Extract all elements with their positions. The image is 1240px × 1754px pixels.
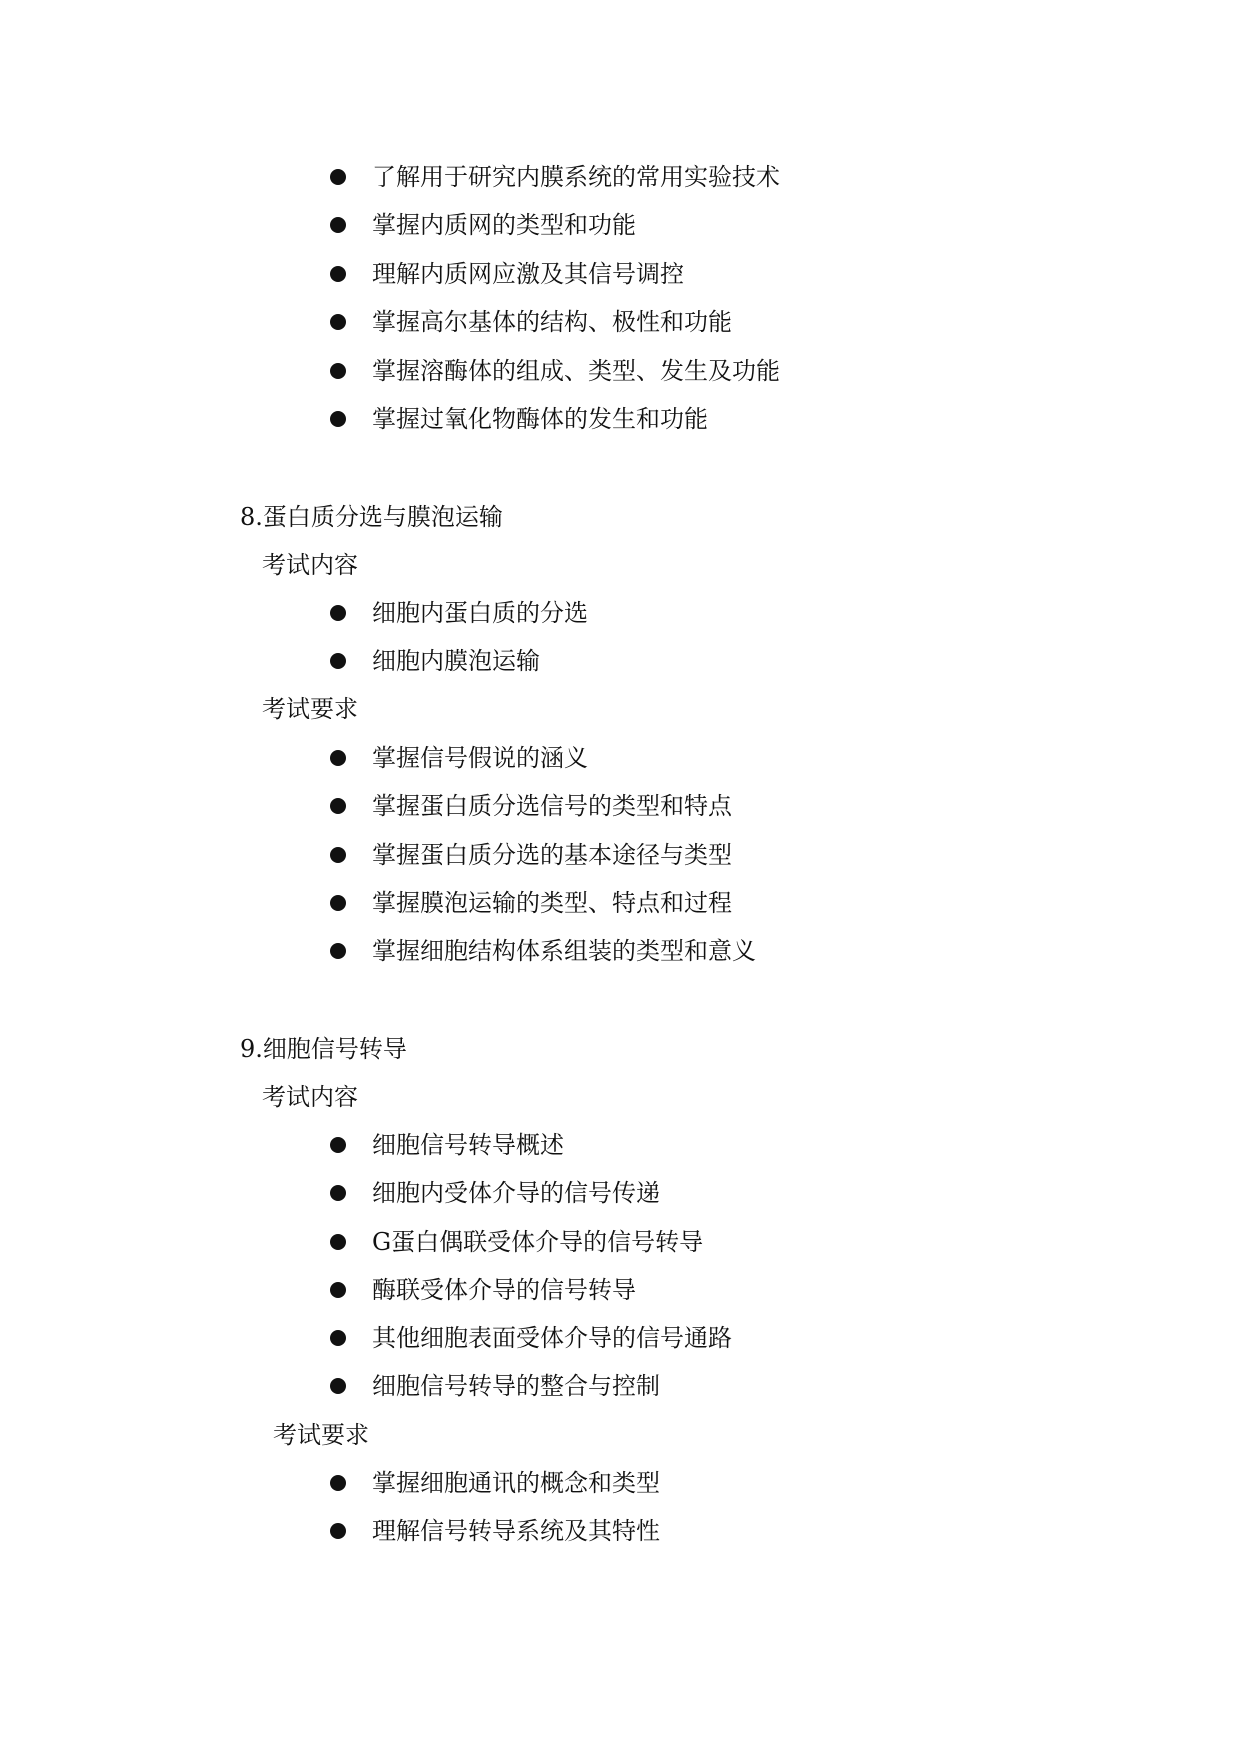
list-item-text: 掌握溶酶体的组成、类型、发生及功能	[372, 357, 780, 385]
bullet-icon	[330, 847, 346, 863]
bullet-icon	[330, 653, 346, 669]
subsection-label: 考试内容	[262, 551, 358, 579]
list-item-text: 掌握细胞结构体系组装的类型和意义	[372, 937, 756, 965]
bullet-icon	[330, 1185, 346, 1201]
subsection-label: 考试内容	[262, 1083, 358, 1111]
bullet-icon	[330, 411, 346, 427]
section-title: 9.细胞信号转导	[240, 1035, 407, 1063]
list-item-text: 其他细胞表面受体介导的信号通路	[372, 1324, 732, 1352]
list-item-text: 细胞内蛋白质的分选	[372, 599, 588, 627]
bullet-icon	[330, 1378, 346, 1394]
list-item-text: 掌握内质网的类型和功能	[372, 211, 636, 239]
list-item-text: 了解用于研究内膜系统的常用实验技术	[372, 163, 780, 191]
list-item-text: 掌握蛋白质分选的基本途径与类型	[372, 841, 732, 869]
bullet-icon	[330, 895, 346, 911]
bullet-icon	[330, 169, 346, 185]
list-item-text: 理解信号转导系统及其特性	[372, 1517, 660, 1545]
bullet-icon	[330, 314, 346, 330]
list-item-text: 掌握高尔基体的结构、极性和功能	[372, 308, 732, 336]
list-item-text: 细胞信号转导的整合与控制	[372, 1372, 660, 1400]
list-item-text: 细胞信号转导概述	[372, 1131, 564, 1159]
section-title: 8.蛋白质分选与膜泡运输	[240, 503, 503, 531]
list-item-text: 细胞内膜泡运输	[372, 647, 540, 675]
bullet-icon	[330, 217, 346, 233]
list-item-text: G蛋白偶联受体介导的信号转导	[372, 1228, 704, 1256]
bullet-icon	[330, 1475, 346, 1491]
bullet-icon	[330, 363, 346, 379]
bullet-icon	[330, 1282, 346, 1298]
bullet-icon	[330, 266, 346, 282]
bullet-icon	[330, 1234, 346, 1250]
bullet-icon	[330, 750, 346, 766]
list-item-text: 掌握膜泡运输的类型、特点和过程	[372, 889, 732, 917]
bullet-icon	[330, 798, 346, 814]
bullet-icon	[330, 1137, 346, 1153]
bullet-icon	[330, 1330, 346, 1346]
list-item-text: 掌握细胞通讯的概念和类型	[372, 1469, 660, 1497]
list-item-text: 理解内质网应激及其信号调控	[372, 260, 684, 288]
subsection-label: 考试要求	[273, 1421, 369, 1449]
bullet-icon	[330, 943, 346, 959]
list-item-text: 掌握过氧化物酶体的发生和功能	[372, 405, 708, 433]
list-item-text: 细胞内受体介导的信号传递	[372, 1179, 660, 1207]
list-item-text: 掌握信号假说的涵义	[372, 744, 588, 772]
bullet-icon	[330, 1523, 346, 1539]
subsection-label: 考试要求	[262, 695, 358, 723]
list-item-text: 酶联受体介导的信号转导	[372, 1276, 636, 1304]
list-item-text: 掌握蛋白质分选信号的类型和特点	[372, 792, 732, 820]
bullet-icon	[330, 605, 346, 621]
